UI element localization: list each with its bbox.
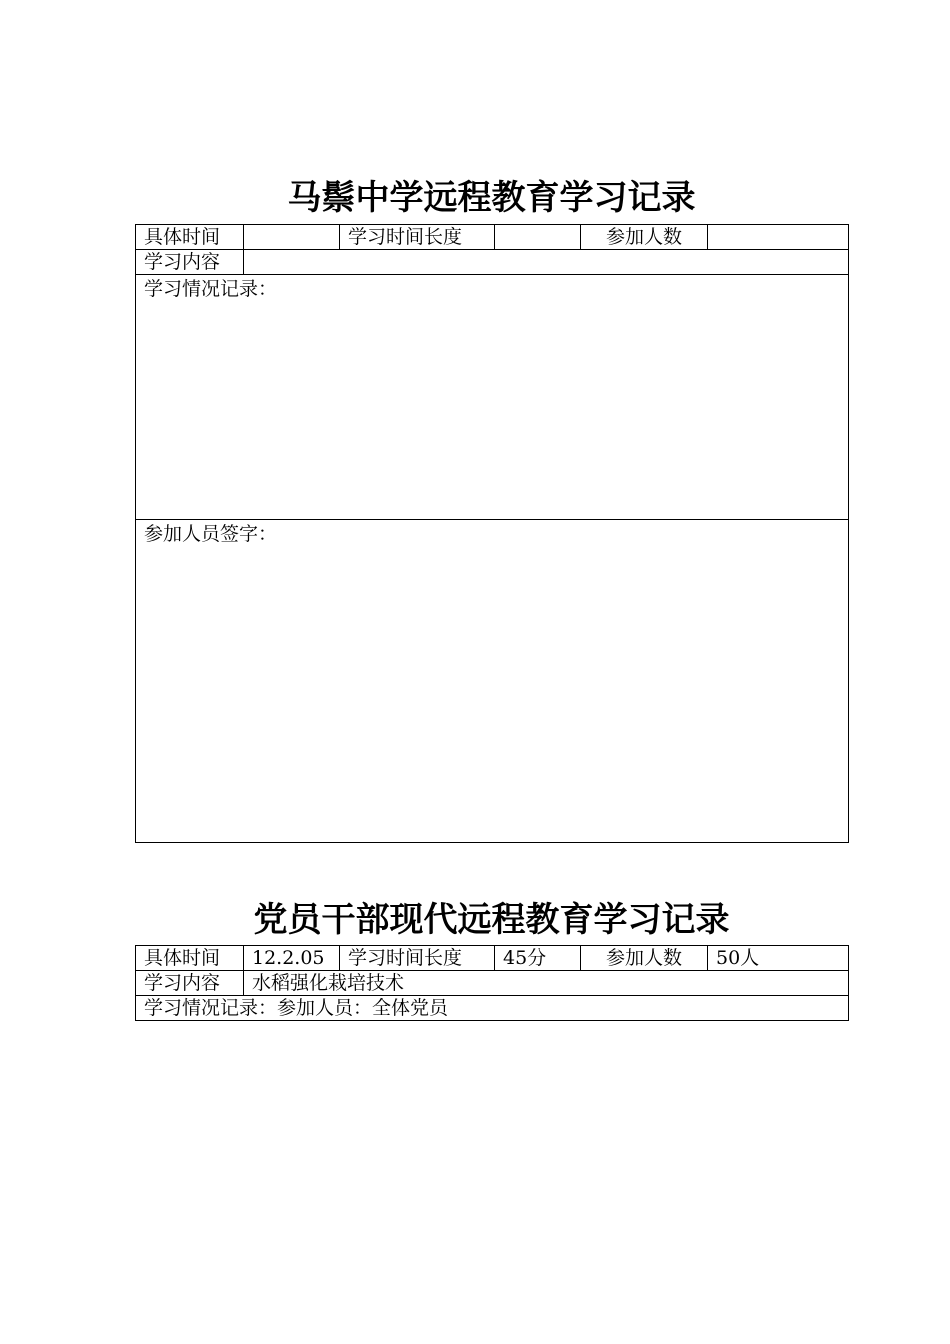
form2-time-label: 具体时间 [136,946,244,971]
form2-participants-value[interactable]: 50人 [708,946,849,971]
form1-time-label: 具体时间 [136,225,244,250]
form1-signature-cell[interactable] [136,520,849,843]
form2-record-cell[interactable] [136,996,849,1021]
form2-participants-label: 参加人数 [581,946,708,971]
form1-content-label: 学习内容 [136,250,244,275]
form1-row-signature [136,520,849,843]
form2-duration-value[interactable]: 45分 [495,946,581,971]
form1-content-value[interactable] [244,250,849,275]
form1-record-label: 学习情况记录： [144,278,278,300]
form1-row-record [136,275,849,520]
form2-content-value[interactable]: 水稻强化栽培技术 [244,971,849,996]
form2-record-label: 学习情况记录： [144,997,278,1019]
form1-record-cell[interactable] [136,275,849,520]
form1-duration-value[interactable] [495,225,581,250]
form2-duration-label: 学习时间长度 [340,946,495,971]
form2-content-label: 学习内容 [136,971,244,996]
form1-title: 马鬃中学远程教育学习记录 [287,178,696,218]
form1-row-content [136,250,849,275]
form2-record-value: 参加人员：全体党员 [277,997,449,1019]
form2-row-time [136,946,849,971]
form1-time-value[interactable] [244,225,340,250]
form2-table [135,945,849,1021]
form2-row-content [136,971,849,996]
form2-row-record [136,996,849,1021]
form1-participants-value[interactable] [708,225,849,250]
form2-title: 党员干部现代远程教育学习记录 [253,900,730,940]
form2-time-value[interactable]: 12.2.05 [244,946,340,971]
form1-row-time [136,225,849,250]
form1-signature-label: 参加人员签字： [144,523,278,545]
form1-duration-label: 学习时间长度 [340,225,495,250]
form1-table [135,224,849,843]
form1-participants-label: 参加人数 [581,225,708,250]
